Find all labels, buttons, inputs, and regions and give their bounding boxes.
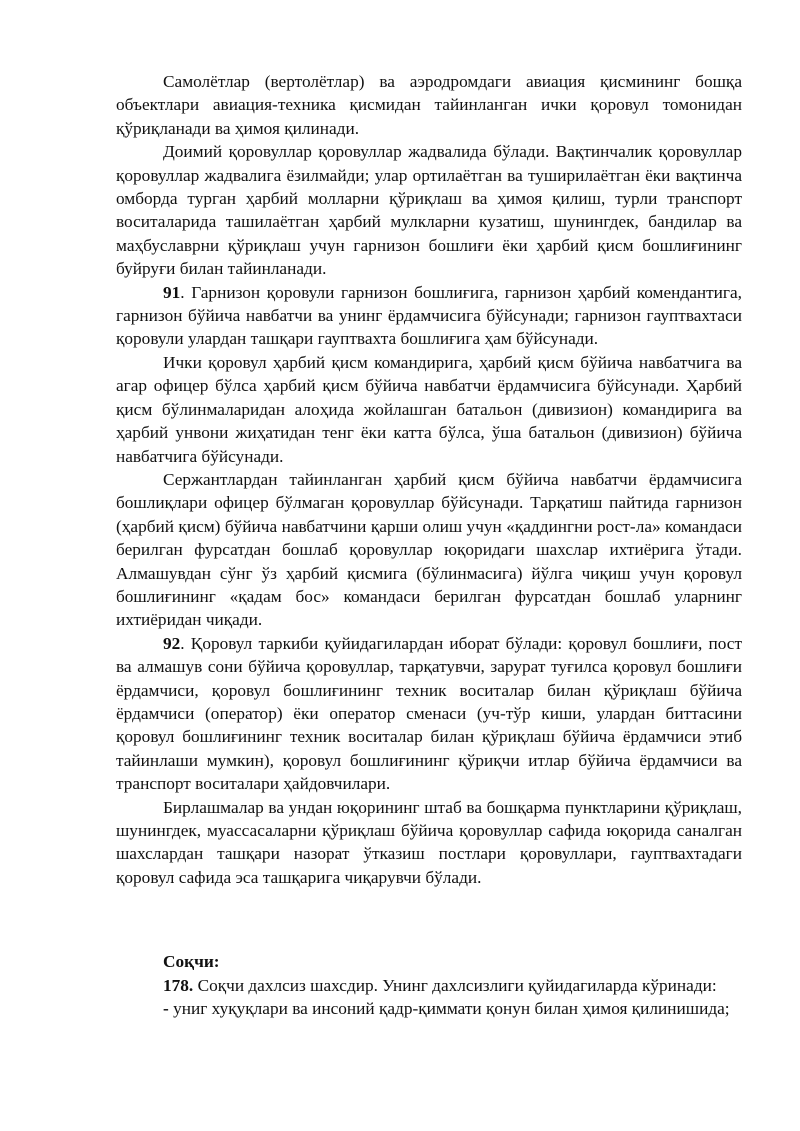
paragraph-text: Бирлашмалар ва ундан юқорининг штаб ва бошқарма пунктларини қўриқлаш, шунингдек, муассасаларни қўриқлаш бўйича қоровуллар сафида юқорида саналган шахслардан ташқари назорат ўтказиш постлари қоровуллари, гауптвахтадаги қоровул сафида эса ташқарига чиқарувчи бўлади.: [116, 797, 742, 887]
paragraph: [116, 351, 742, 468]
bullet-item: [116, 997, 742, 1020]
paragraph-text: Доимий қоровуллар қоровуллар жадвалида бўлади. Вақтинчалик қоровуллар қоровуллар жадвалига ёзилмайди; улар ортилаётган ва туширилаётган ёки вақтинча омборда турган ҳарбий молларни қўриқлаш ва ҳимоя қилиш, турли транспорт воситаларида ташилаётган ҳарбий мулкларни кузатиш, шунингдек, бандилар ва маҳбуславрни қўриқлаш учун гарнизон бошлиғи ёки ҳарбий қисм бошлиғининг буйруғи билан тайинланади.: [116, 142, 742, 279]
paragraph-text: Соқчи дахлсиз шахсдир. Унинг дахлсизлиги қуйидагиларда кўринади:: [193, 975, 717, 995]
bullet-text: униг хуқуқлари ва инсоний қадр-қиммати қонун билан ҳимоя қилинишида;: [168, 999, 730, 1019]
clause-number: 92: [163, 633, 181, 653]
paragraph: [116, 632, 742, 796]
paragraph: [116, 468, 742, 632]
section-heading: Соқчи:: [163, 952, 220, 972]
paragraph: [116, 281, 742, 351]
paragraph: [116, 70, 742, 140]
bullet-dash: -: [163, 999, 169, 1019]
spacer: [116, 889, 742, 936]
document-page: [116, 70, 742, 1020]
paragraph: [116, 796, 742, 890]
paragraph: [116, 974, 742, 997]
paragraph-text: . Гарнизон қоровули гарнизон бошлиғига, гарнизон ҳарбий комендантига, гарнизон бўйича навбатчи ва унинг ёрдамчисига бўйсунади; гарнизон гауптвахтаси қоровули улардан ташқари гауптвахта бошлиғига ҳам бўйсунади.: [116, 282, 742, 349]
paragraph-text: Самолётлар (вертолётлар) ва аэродромдаги авиация қисмининг бошқа объектлари авиация-техника қисмидан тайинланган ички қоровул томонидан қўриқланади ва ҳимоя қилинади.: [116, 72, 742, 138]
clause-number: 178.: [163, 975, 194, 995]
paragraph: [116, 140, 742, 280]
paragraph-text: Ички қоровул ҳарбий қисм командирига, ҳарбий қисм бўйича навбатчига ва агар офицер бўлса ҳарбий қисм бўйича навбатчи ёрдамчисига бўйсунади. Ҳарбий қисм бўлинмаларидан алоҳида жойлашган батальон (дивизион) командирига ва ҳарбий унвони жиҳатидан тенг ёки катта бўлса, ўша батальон (дивизион) бўйича навбатчига бўйсунади.: [116, 352, 742, 466]
paragraph-text: . Қоровул таркиби қуйидагилардан иборат бўлади: қоровул бошлиғи, пост ва алмашув сони бўйича қоровуллар, тарқатувчи, зарурат туғилса қоровул бошлиғи ёрдамчиси, қоровул бошлиғининг техник воситалар билан қўриқлаш бўйича ёрдамчиси (оператор) ёки оператор сменаси (уч-тўр киши, улардан биттасини қоровул бошлиғининг техник воситалар билан қўриқлаш бўйича ёрдамчиси этиб тайинлаши мумкин), қоровул бошлиғининг қўриқчи итлар бўйича ёрдамчиси ва транспорт воситалари ҳайдовчилари.: [116, 633, 742, 794]
paragraph-text: Сержантлардан тайинланган ҳарбий қисм бўйича навбатчи ёрдамчисига бошлиқлари офицер бўлмаган қоровуллар бўйсунади. Тарқатиш пайтида гарнизон (ҳарбий қисм) бўйича навбатчини қарши олиш учун «қаддингни рост-ла» командаси берилган фурсатдан бошлаб қоровуллар юқоридаги шахслар ихтиёрига ўтади. Алмашувдан сўнг ўз ҳарбий қисмига (бўлинмасига) йўлга чиқиш учун қоровул бошлиғининг «қадам бос» командаси берилган фурсатдан бошлаб уларнинг ихтиёридан чиқади.: [116, 469, 742, 630]
clause-number: 91: [163, 282, 181, 302]
